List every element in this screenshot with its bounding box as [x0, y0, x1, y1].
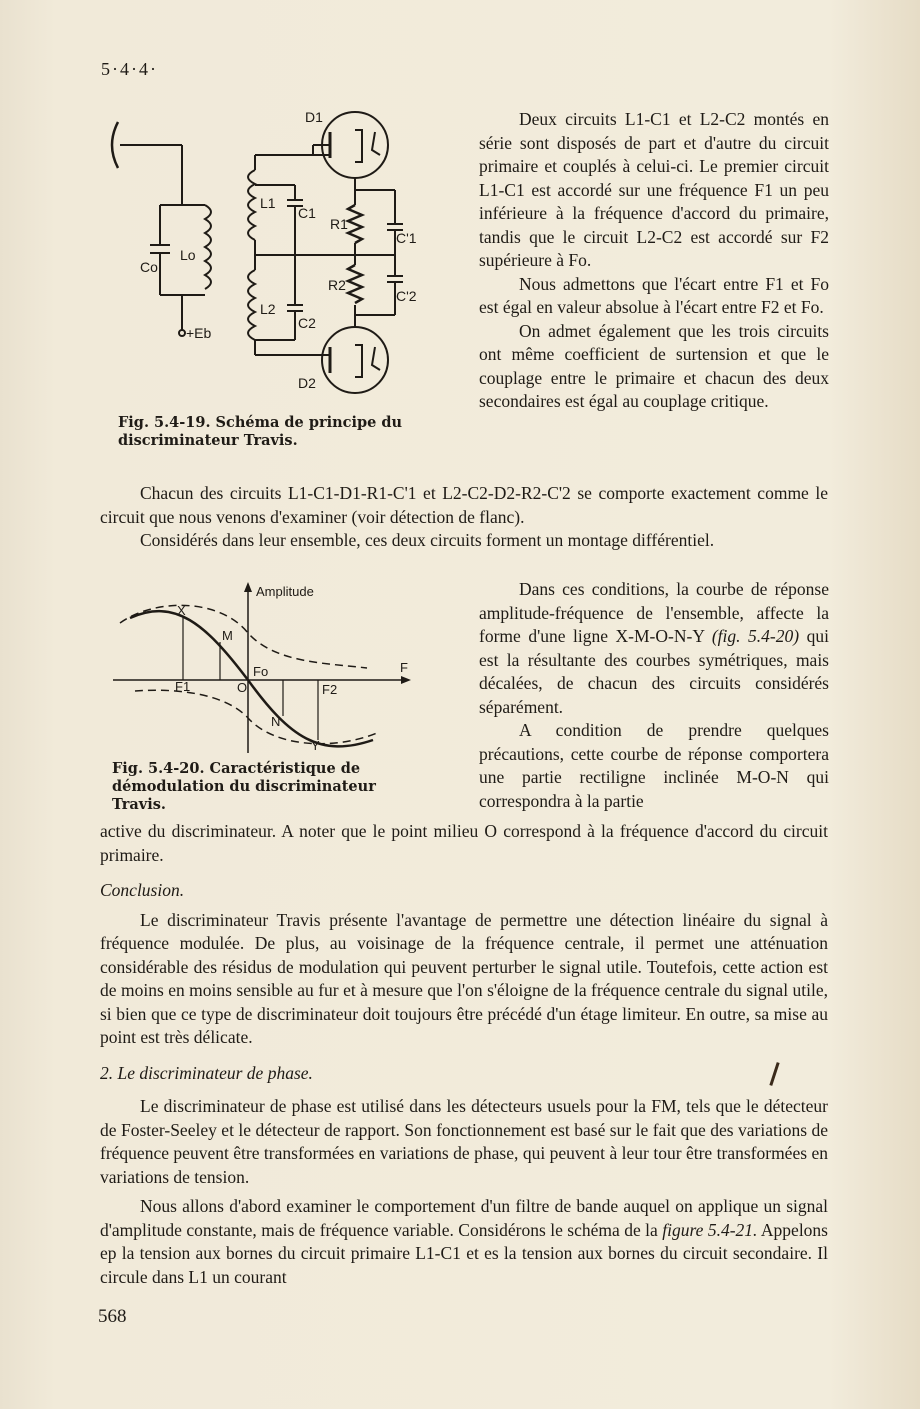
- paragraph-dans-ces-conditions: [479, 578, 829, 719]
- label-n: N: [271, 714, 281, 729]
- label-r1: R1: [330, 216, 348, 232]
- label-c1: C1: [298, 205, 316, 221]
- label-d1: D1: [305, 109, 323, 125]
- label-axis-f: F: [400, 660, 408, 675]
- label-amplitude: Amplitude: [256, 584, 314, 599]
- label-co: Co: [140, 259, 158, 275]
- paragraph-on-admet: On admet également que les trois circuits ont même coefficient de surtension et que le couplage entre le primaire et chacun des deux secondaires est égal au couplage critique.: [479, 320, 829, 411]
- label-d2: D2: [298, 375, 316, 391]
- label-l1: L1: [260, 195, 276, 211]
- paragraph-nous-admettons: Nous admettons que l'écart entre F1 et Fo est égal en valeur absolue à l'écart entre F2 et Fo.: [479, 273, 829, 317]
- page-number: 568: [98, 1306, 127, 1327]
- figure-5-4-20-chart: [105, 578, 425, 758]
- heading-conclusion: Conclusion.: [100, 880, 185, 900]
- paragraph-consideres: Considérés dans leur ensemble, ces deux circuits forment un montage différentiel.: [140, 530, 715, 550]
- text-block-middle: [100, 482, 828, 553]
- section-number: 5·4·4·: [101, 59, 158, 79]
- label-y: Y: [311, 738, 320, 753]
- heading-discriminateur-de-phase: 2. Le discriminateur de phase.: [100, 1062, 313, 1083]
- paragraph-nous-allons: [100, 1195, 828, 1289]
- label-f1: F1: [175, 679, 191, 694]
- paragraph-active: active du discriminateur. A noter que le point milieu O correspond à la fréquence d'accord du circuit primaire.: [100, 821, 828, 865]
- figure-reference-5-4-21: figure 5.4-21.: [662, 1219, 758, 1240]
- label-lo: Lo: [180, 247, 196, 263]
- paragraph-a-condition: A condition de prendre quelques précautions, cette courbe de réponse comportera une partie rectiligne inclinée M-O-N qui correspondra à la partie: [479, 720, 829, 811]
- figure-reference-5-4-20: (fig. 5.4-20): [711, 626, 800, 646]
- figure-5-4-19-schematic: [100, 100, 420, 400]
- label-c2-prime: C'2: [396, 288, 417, 304]
- label-c2: C2: [298, 315, 316, 331]
- paragraph-chacun: Chacun des circuits L1-C1-D1-R1-C'1 et L2-C2-D2-R2-C'2 se comporte exactement comme le circuit que nous venons d'examiner (voir détection de flanc).: [100, 483, 828, 527]
- label-l2: L2: [260, 301, 276, 317]
- figure-5-4-20-caption: Fig. 5.4-20. Caractéristique de démodulation du discriminateur Travis.: [112, 760, 376, 813]
- label-f2: F2: [322, 682, 338, 697]
- text-column-top: [479, 108, 829, 414]
- label-m: M: [222, 628, 233, 643]
- text-column-bottom: [479, 578, 829, 813]
- label-x: X: [177, 603, 186, 618]
- label-o: O: [237, 680, 248, 695]
- figure-5-4-19-caption: Fig. 5.4-19. Schéma de principe du discriminateur Travis.: [118, 414, 403, 449]
- paragraph-dans-ces-conditions-a: Dans ces conditions, la courbe de réponse amplitude-fréquence de l'ensemble, affecte la forme d'une ligne X-M-O-N-Y: [479, 579, 829, 646]
- label-eb: +Eb: [186, 325, 212, 341]
- paragraph-dans-ces-conditions-b: qui est la résultante des courbes symétriques, mais décalées, de chacun des circuits considérés séparément.: [479, 626, 829, 717]
- text-block-bottom: [100, 820, 828, 1289]
- paragraph-deux-circuits: Deux circuits L1-C1 et L2-C2 montés en série sont disposés de part et d'autre du circuit primaire et couplés à celui-ci. Le premier circuit L1-C1 est accordé sur une fréquence F1 un peu inférieure à la fréquence d'accord du primaire, tandis que le circuit L2-C2 est accordé sur F2 supérieure à Fo.: [479, 109, 829, 270]
- label-r2: R2: [328, 277, 346, 293]
- paragraph-nous-allons-b: Appelons ep la tension aux bornes du circuit primaire L1-C1 et es la tension aux bornes du circuit secondaire. Il circule dans L1 un courant: [100, 1219, 828, 1287]
- paragraph-nous-allons-a: Nous allons d'abord examiner le comportement d'un filtre de bande auquel on applique un signal d'amplitude constante, mais de fréquence variable. Considérons le schéma de la: [100, 1196, 828, 1240]
- label-fo: Fo: [253, 664, 269, 679]
- paragraph-conclusion: Le discriminateur Travis présente l'avantage de permettre une détection linéaire du signal à fréquence modulée. De plus, au voisinage de la fréquence centrale, il permet une atténuation considérable des résidus de modulation qui peuvent perturber le signal utile. Toutefois, cette action est de moins en moins sensible au fur et à mesure que l'on s'éloigne de la fréquence centrale du signal utile, si bien que ce type de discriminateur doit toujours être précédé d'un étage limiteur. En outre, sa mise au point est très délicate.: [100, 909, 828, 1047]
- label-c1-prime: C'1: [396, 230, 417, 246]
- paragraph-phase: Le discriminateur de phase est utilisé dans les détecteurs usuels pour la FM, tels que le détecteur de Foster-Seeley et le détecteur de rapport. Son fonctionnement est basé sur le fait que des variations de fréquence peuvent être transformées en variations de phase, qui peuvent à leur tour être transformées en variations de tension.: [100, 1096, 828, 1187]
